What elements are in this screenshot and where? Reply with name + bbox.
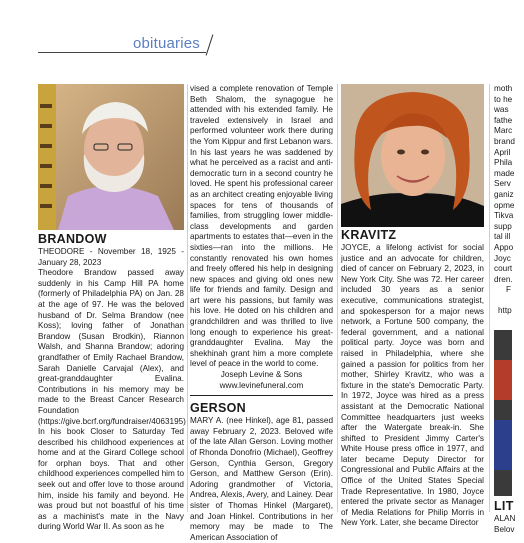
right-col-line: Belov [494,524,515,534]
right-col-line: ganiz [494,189,514,199]
brandow-continued-body: vised a complete renovation of Temple Beth Shalom, the synagogue he attended with his extended family. He traveled extensively in Israel and performed volunteer work there during the Yom Kippur and first Lebanon wars. In his last years he was saddened by what he perceived as a racist and anti-democratic turn in a second country he loved. He spent his professional career as an architect creating enjoyable living spaces for tens of thousands of families, from struggling lower middle-class developments and garden apartments to estates that—even in the sixties—ran into the millions. He constantly renovated his own homes and freely offered his help in designing new spaces and giving old ones new life for friends and family. Design and art were his passions, but family was his love. He doted on his children and grandchildren and was thrilled to live long enough to experience his great-granddaughter Evalina. May the shekhinah grant him a more complete level of peace in the world to come. [190,84,333,369]
right-col-line: fathe [494,115,513,125]
right-col-line: dren. [494,274,513,284]
right-col-line: tal ill [494,232,511,242]
portrait-photo-brandow [38,84,184,230]
right-col-line: to he [494,94,513,104]
kravitz-body: JOYCE, a lifelong activist for social justice and an advocate for children, died of cancer on February 2, 2023, in New York City. She was 72. Her career included 30 years as a senior executive, communications strategist, and spokesperson for a major news network, a Fortune 500 company, the federal government, and a national political party. Joyce was born and raised in Philadelphia, where she gained a passion for politics from her mother, Shirley Kravitz, who was a fixture in the state's Democratic Party. In 1972, Joyce was hired as a press assistant at the Democratic National Committee headquarters just weeks after the Watergate break-in. She shifted to President Jimmy Carter's White House press office in 1977, and later became Deputy Director for Congressional and Public Affairs at the Office of the United States Special Trade Representative. In 1980, Joyce entered the private sector as Manager of Media Relations for Philip Morris in New York. Later, she became Director [341,243,484,528]
right-col-line [494,296,524,307]
right-col-line: Joyc [494,253,511,263]
kravitz-portrait-icon [341,84,484,227]
right-col-line: ALAN [494,514,516,523]
column-divider-3 [489,84,490,512]
section-header [38,32,210,54]
right-col-line: brand [494,136,515,146]
obituary-column-4 [494,84,524,317]
column-divider-1 [187,84,188,512]
lit-name: LIT [494,499,514,513]
header-slash [206,34,214,55]
right-col-line: was [494,105,509,115]
right-col-line: April [494,147,511,157]
right-col-line: Phila [494,158,513,168]
obituary-separator [190,395,333,396]
funeral-website: www.levinefuneral.com [219,380,304,390]
funeral-home: Joseph Levine & Sons [220,370,303,380]
right-col-line: supp [494,221,512,231]
right-col-line: Appo [494,242,514,252]
brandow-name: BRANDOW [38,232,107,246]
portrait-photo-kravitz [341,84,484,227]
gerson-body: MARY A. (nee Hinkel), age 81, passed away February 2, 2023. Beloved wife of the late Allan Gerson. Loving mother of Rhonda Donofrio (Michael), Geoffrey Gerson, Cynthia Gerson, Gregory Gerson, and Matthew Gerson (Erin). Adoring grandmother of Victoria, Andrea, Alexis, Avery, and Lainey. Dear sister of Thomas Hinkel (Margaret), and Joan Hinkel. Contributions in her memory may be made to The American Association of [190,416,333,542]
portrait-photo-lit [494,330,512,496]
kravitz-name: KRAVITZ [341,228,397,242]
right-col-line: court [494,264,513,274]
header-rule [38,52,206,53]
right-col-line: Tikva [494,211,514,221]
right-col-line: moth [494,84,513,93]
obituary-column-4-bottom [494,500,518,535]
obituary-column-3 [341,229,484,529]
right-col-line: opme [494,200,515,210]
right-col-line: http [498,306,512,316]
section-title: obituaries [132,35,200,52]
brandow-body: Theodore Brandow passed away suddenly in his Camp Hill PA home (formerly of Philadelphia PA) on Jan. 28 at the age of 97. He was the beloved husband of Dr. Selma Brandow (nee Koss); loving father of Jonathan Brandow (Susan Brodkin), Riannon Walsh, and Shanna Brandow; adoring grandfather of Emily Rachael Brandow, Sarah Danielle Carvajal (Alex), and great-granddaughter Evalina. Contributions in his memory may be made to the Breast Cancer Research Foundation (https://give.bcrf.org/fundraiser/4063195) In his book Closer to Saturday Ted described his childhood experiences at home and at the Girard College school for orphan boys. That and other childhood experiences compelled him to seek out and offer love to those around him, inside his family and beyond. He was proud but not boastful of his time as a machinist's mate in the Navy during World War II. As soon as he [38,268,186,532]
right-col-line: F [506,285,512,295]
right-col-line: Serv [494,179,511,189]
gerson-name: GERSON [190,401,246,416]
column-divider-2 [337,84,338,512]
right-col-line: Marc [494,126,513,136]
brandow-portrait-icon [38,84,184,230]
obituary-column-1 [38,233,184,533]
brandow-dates: THEODORE - November 18, 1925 - January 28, 2023 [38,247,184,267]
obituary-column-2 [190,84,333,543]
lit-portrait-icon [494,330,512,496]
right-col-line: made [494,168,515,178]
